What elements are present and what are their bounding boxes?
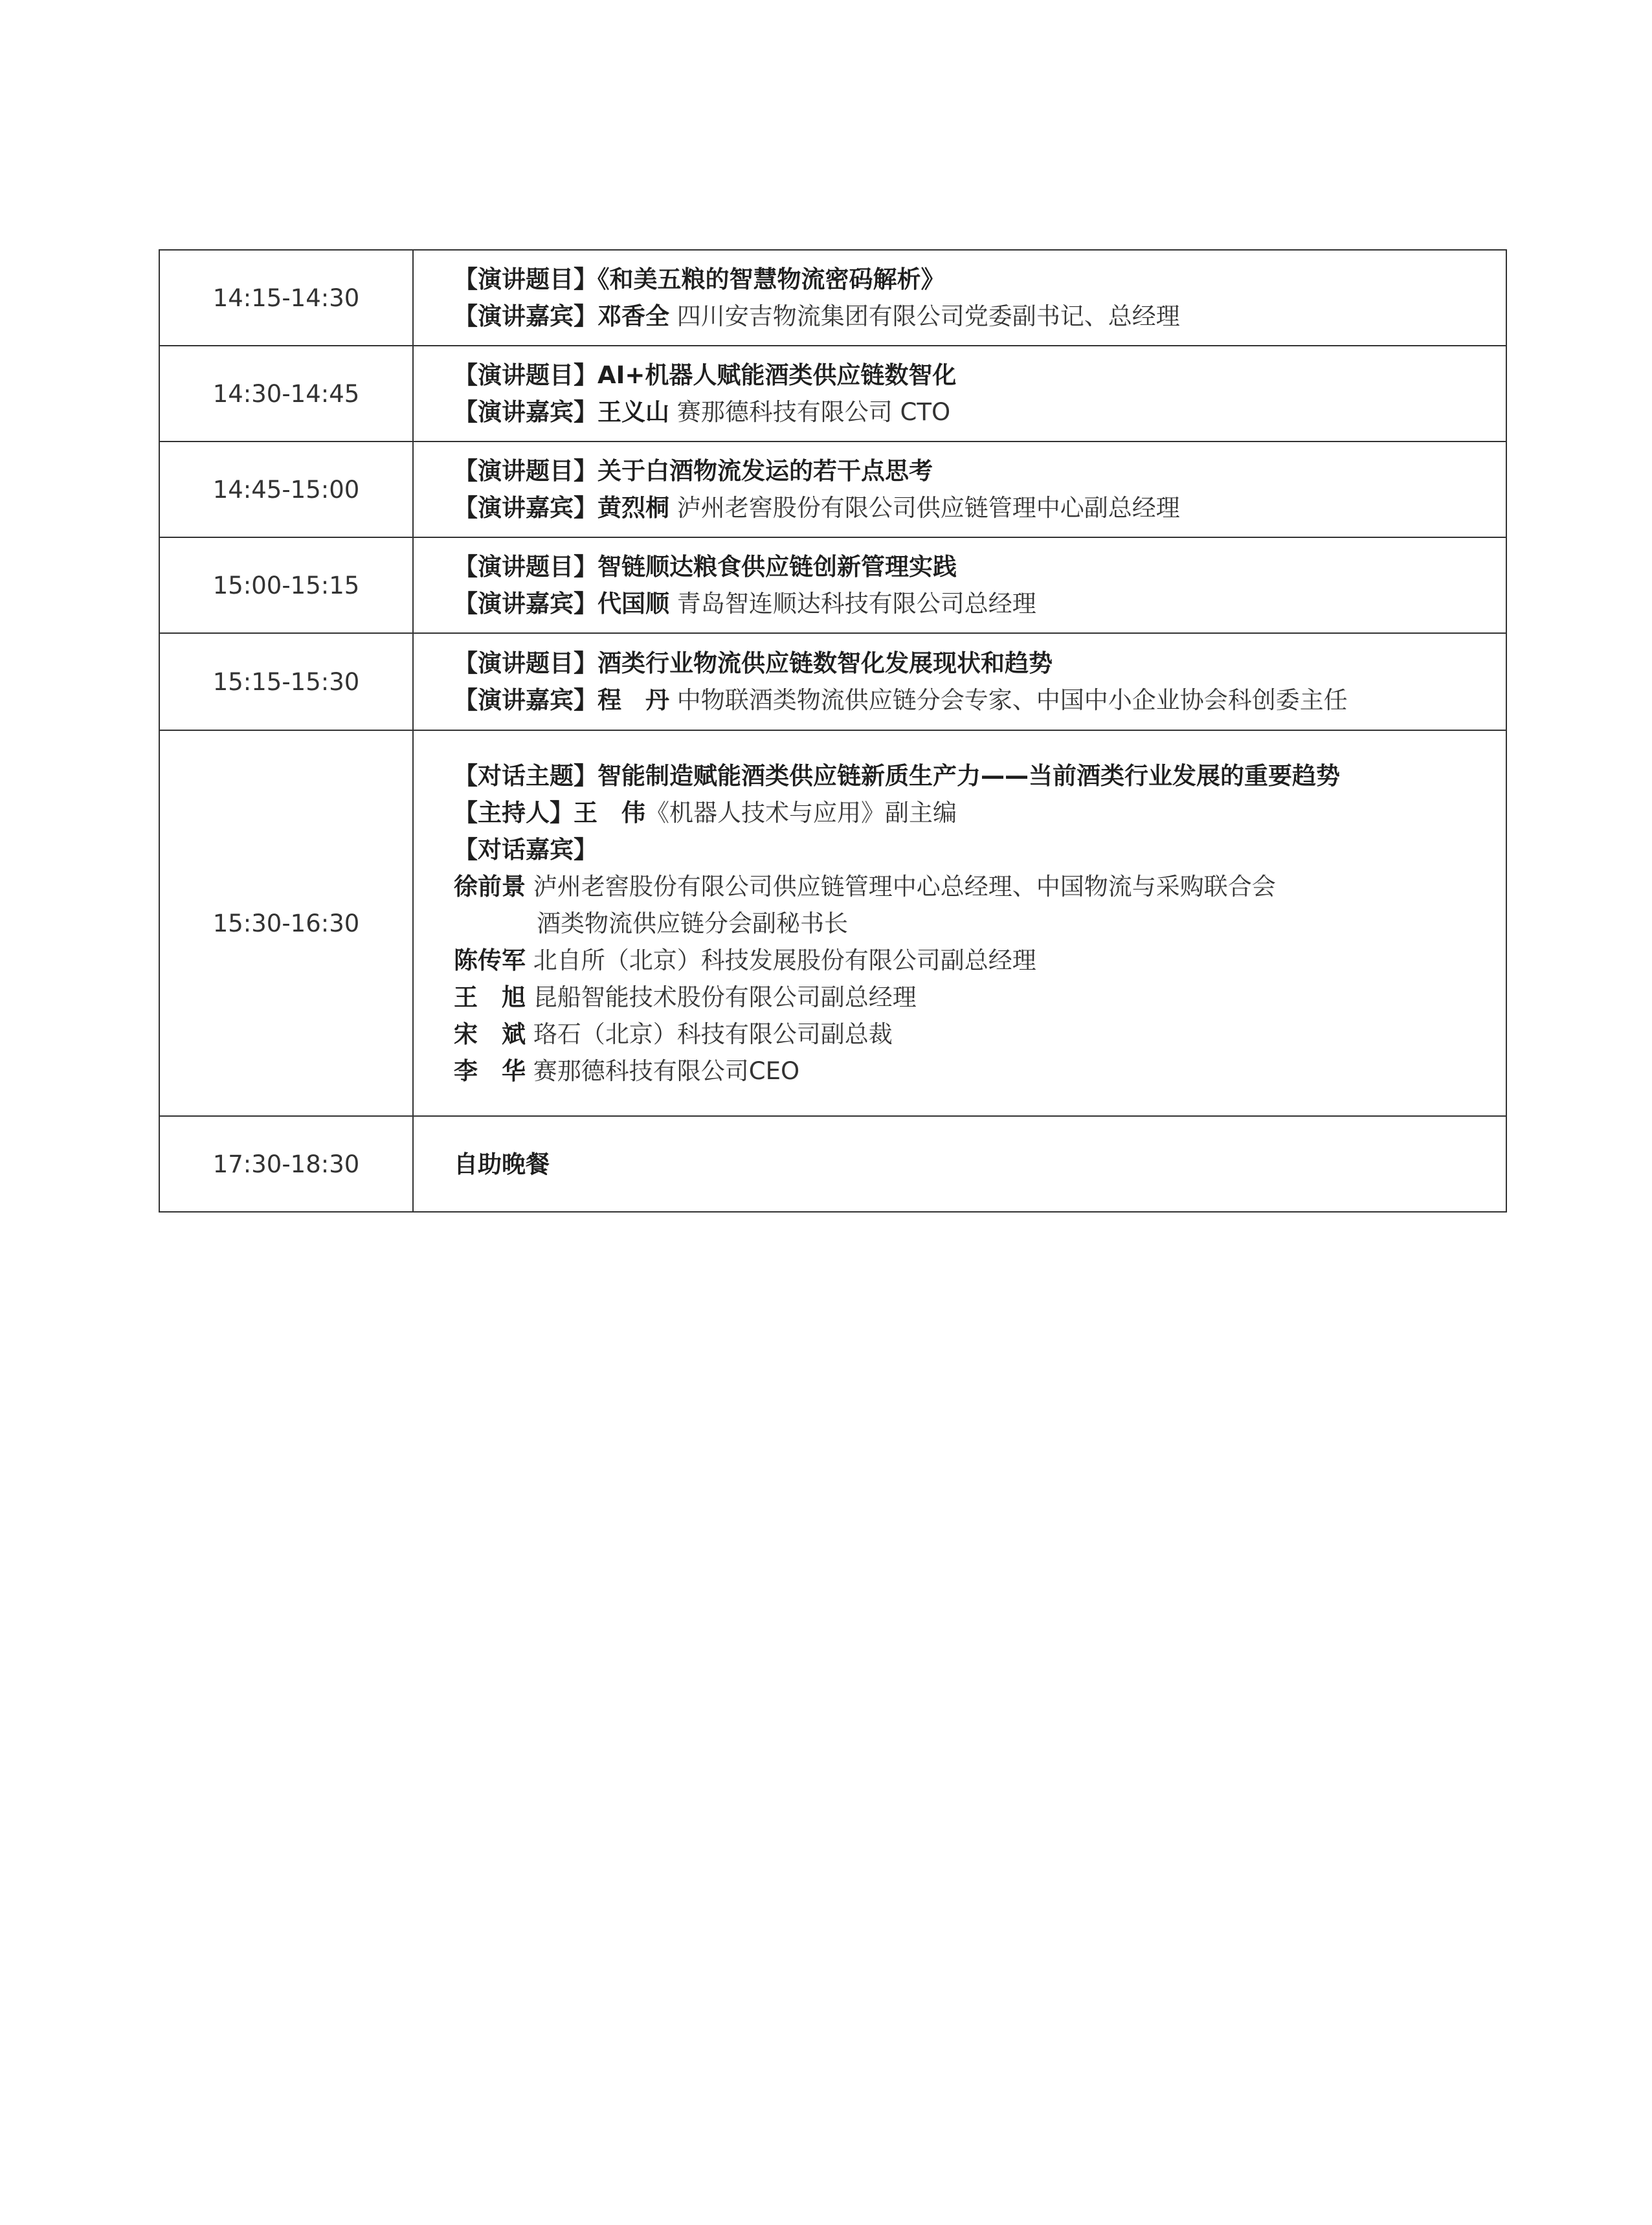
speaker-label: 【演讲嘉宾】: [454, 686, 597, 714]
session-details: [413, 346, 1506, 442]
speaker-label: 【演讲嘉宾】: [454, 398, 597, 426]
agenda-row: [159, 346, 1506, 442]
agenda-row: [159, 250, 1506, 346]
time-slot: 15:00-15:15: [159, 537, 413, 633]
session-details: [413, 537, 1506, 633]
panel-theme: 智能制造赋能酒类供应链新质生产力——当前酒类行业发展的重要趋势: [597, 761, 1340, 790]
speaker-label: 【演讲嘉宾】: [454, 590, 597, 618]
speaker-name: 代国顺: [597, 590, 669, 618]
host-name: 王 伟: [574, 798, 645, 827]
speaker-name: 邓香全: [597, 302, 669, 330]
agenda-table: [159, 249, 1507, 1213]
speaker-label: 【演讲嘉宾】: [454, 302, 597, 330]
topic-label: 【演讲题目】: [454, 649, 597, 677]
guest-entry: [454, 1016, 1506, 1053]
topic-label: 【演讲题目】: [454, 361, 597, 389]
panel-row: [159, 730, 1506, 1116]
topic-label: 【演讲题目】: [454, 457, 597, 485]
agenda-row: [159, 442, 1506, 537]
time-slot: 14:15-14:30: [159, 250, 413, 346]
topic-title: 智链顺达粮食供应链创新管理实践: [597, 553, 957, 581]
speaker-org: 四川安吉物流集团有限公司党委副书记、总经理: [676, 302, 1180, 330]
guest-org: 泸州老窖股份有限公司供应链管理中心总经理、中国物流与采购联合会: [533, 872, 1276, 900]
guests-label: 【对话嘉宾】: [454, 835, 597, 864]
guest-name: 李 华: [454, 1057, 526, 1085]
guest-org: 珞石（北京）科技有限公司副总裁: [533, 1020, 893, 1048]
speaker-name: 黄烈桐: [597, 494, 669, 522]
topic-title: 《和美五粮的智慧物流密码解析》: [597, 265, 945, 293]
topic-label: 【演讲题目】: [454, 553, 597, 581]
guest-name: 王 旭: [454, 983, 526, 1011]
speaker-org: 泸州老窖股份有限公司供应链管理中心副总经理: [676, 494, 1180, 522]
speaker-name: 程 丹: [597, 686, 669, 714]
theme-label: 【对话主题】: [454, 761, 597, 790]
agenda-row: [159, 537, 1506, 633]
guest-name: 陈传军: [454, 946, 526, 974]
speaker-org: 青岛智连顺达科技有限公司总经理: [676, 590, 1036, 618]
topic-title: 关于白酒物流发运的若干点思考: [597, 457, 933, 485]
host-label: 【主持人】: [454, 798, 574, 827]
speaker-label: 【演讲嘉宾】: [454, 494, 597, 522]
guest-entry: [454, 1053, 1506, 1090]
time-slot: 14:30-14:45: [159, 346, 413, 442]
guest-org: 赛那德科技有限公司CEO: [533, 1057, 800, 1085]
guest-org-continued: 酒类物流供应链分会副秘书长: [537, 909, 848, 937]
topic-title: AI+机器人赋能酒类供应链数智化: [597, 361, 957, 389]
guest-org: 北自所（北京）科技发展股份有限公司副总经理: [533, 946, 1036, 974]
guest-entry: [454, 942, 1506, 979]
agenda-row: [159, 633, 1506, 730]
guest-name: 徐前景: [454, 872, 526, 900]
session-details: [413, 442, 1506, 537]
time-slot: 17:30-18:30: [159, 1116, 413, 1212]
host-org: 《机器人技术与应用》副主编: [645, 798, 957, 827]
panel-details: [413, 730, 1506, 1116]
session-details: [413, 250, 1506, 346]
dinner-row: [159, 1116, 1506, 1212]
time-slot: 15:30-16:30: [159, 730, 413, 1116]
topic-label: 【演讲题目】: [454, 265, 597, 293]
session-details: [413, 633, 1506, 730]
time-slot: 14:45-15:00: [159, 442, 413, 537]
dinner-details: [413, 1116, 1506, 1212]
guest-entry: [454, 979, 1506, 1016]
speaker-org: 中物联酒类物流供应链分会专家、中国中小企业协会科创委主任: [676, 686, 1348, 714]
time-slot: 15:15-15:30: [159, 633, 413, 730]
topic-title: 酒类行业物流供应链数智化发展现状和趋势: [597, 649, 1053, 677]
speaker-org: 赛那德科技有限公司 CTO: [676, 398, 951, 426]
guest-org: 昆船智能技术股份有限公司副总经理: [533, 983, 917, 1011]
guest-name: 宋 斌: [454, 1020, 526, 1048]
guest-entry: [454, 868, 1506, 905]
dinner-label: 自助晚餐: [454, 1150, 550, 1178]
speaker-name: 王义山: [597, 398, 669, 426]
